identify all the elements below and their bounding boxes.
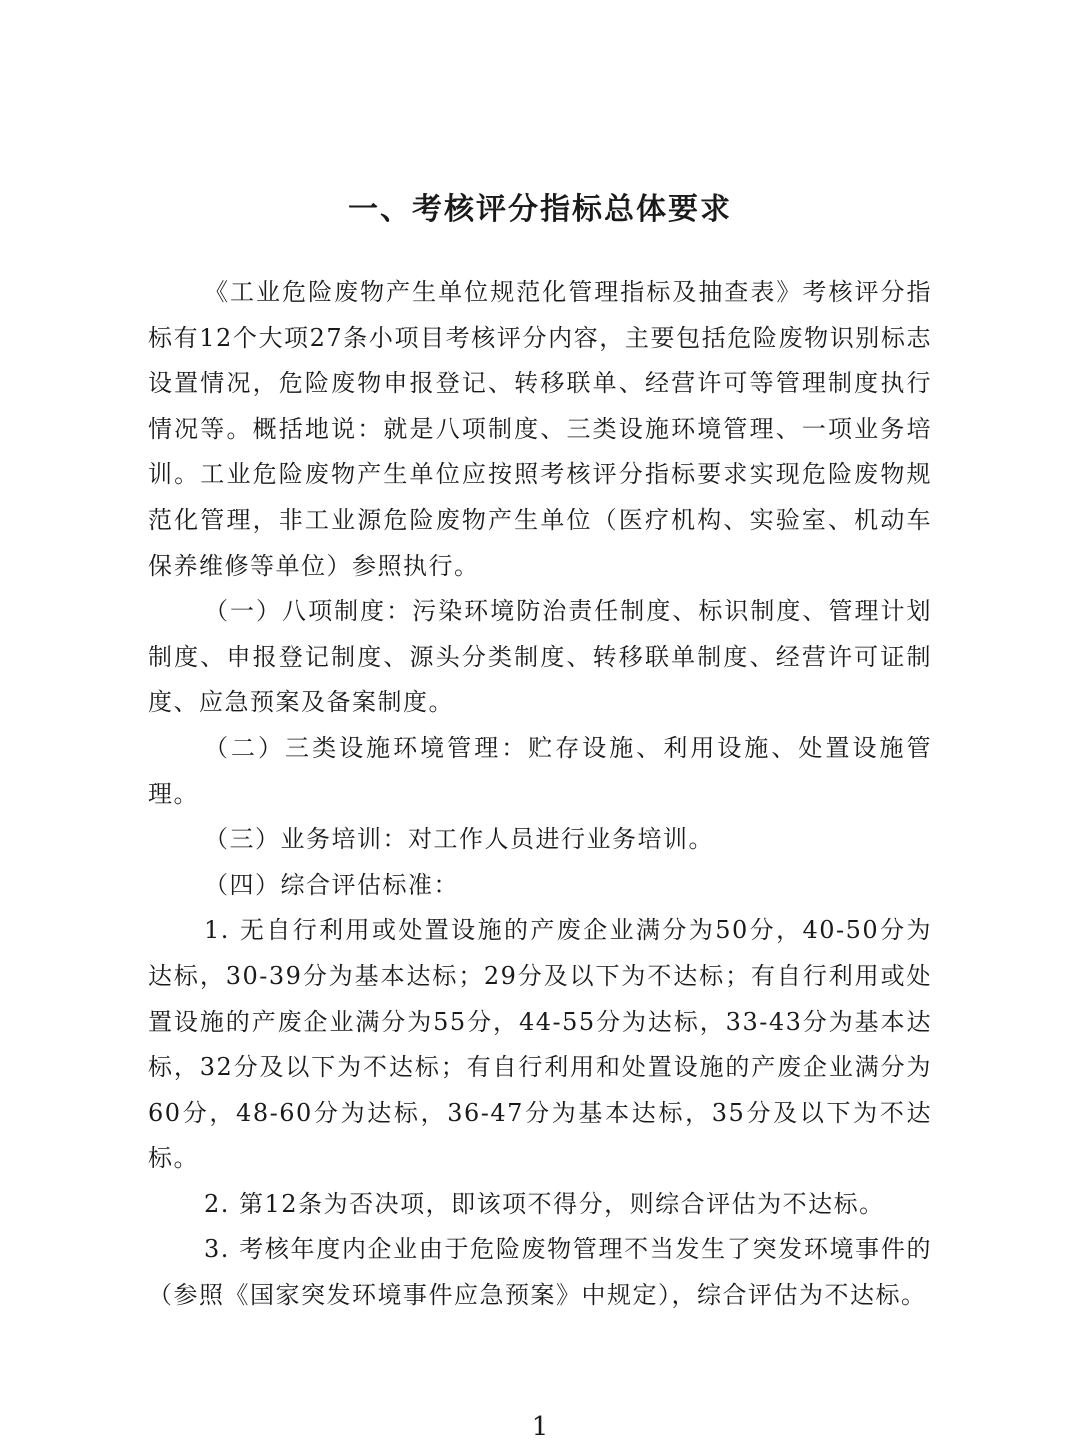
paragraph-evaluation-item-2: 2. 第12条为否决项，即该项不得分，则综合评估为不达标。: [204, 1189, 885, 1218]
paragraph-intro: 《工业危险废物产生单位规范化管理指标及抽查表》考核评分指标有12个大项27条小项目考核评分内容，主要包括危险废物识别标志设置情况，危险废物申报登记、转移联单、经营许可等管理制度执行情况等。概括地说：就是八项制度、三类设施环境管理、一项业务培训。工业危险废物产生单位应按照考核评分指标要求实现危险废物规范化管理，非工业源危险废物产生单位（医疗机构、实验室、机动车保养维修等单位）参照执行。: [148, 278, 932, 580]
page-number: 1: [531, 1412, 549, 1442]
document-body: [148, 270, 932, 1319]
paragraph-evaluation-item-1: 1. 无自行利用或处置设施的产废企业满分为50分，40-50分为达标，30-39分为基本达标；29分及以下为不达标；有自行利用或处置设施的产废企业满分为55分，44-55分为达标，33-43分为基本达标，32分及以下为不达标；有自行利用和处置设施的产废企业满分为60分，48-60分为达标，36-47分为基本达标，35分及以下为不达标。: [148, 916, 932, 1173]
paragraph-training: （三）业务培训：对工作人员进行业务培训。: [204, 825, 714, 854]
paragraph-evaluation-item-3: 3. 考核年度内企业由于危险废物管理不当发生了突发环境事件的（参照《国家突发环境事件应急预案》中规定），综合评估为不达标。: [148, 1235, 932, 1310]
paragraph-evaluation-heading: （四）综合评估标准：: [204, 870, 459, 899]
paragraph-eight-systems: （一）八项制度：污染环境防治责任制度、标识制度、管理计划制度、申报登记制度、源头分类制度、转移联单制度、经营许可证制度、应急预案及备案制度。: [148, 597, 932, 717]
paragraph-three-facilities: （二）三类设施环境管理：贮存设施、利用设施、处置设施管理。: [148, 733, 932, 808]
page-title: 一、考核评分指标总体要求: [348, 192, 732, 228]
